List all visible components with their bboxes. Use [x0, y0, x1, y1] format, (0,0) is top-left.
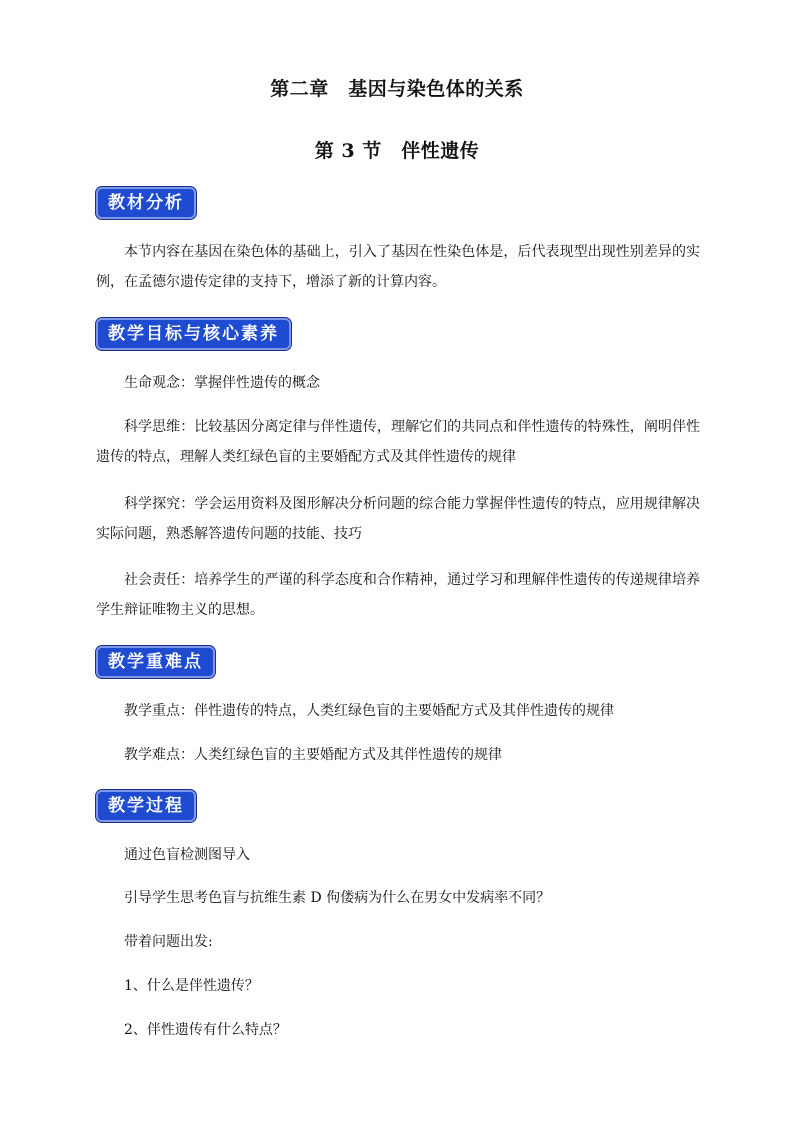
process-item-intro: 通过色盲检测图导入 [124, 847, 250, 863]
process-item-question: 引导学生思考色盲与抗维生素 D 佝偻病为什么在男女中发病率不同？ [124, 890, 551, 906]
goal-item-responsibility: 社会责任：培养学生的严谨的科学态度和合作精神，通过学习和理解伴性遗传的传递规律培养学生辩证唯物主义的思想。 [96, 572, 700, 618]
analysis-paragraph: 本节内容在基因在染色体的基础上，引入了基因在性染色体是，后代表现型出现性别差异的实例，在孟德尔遗传定律的支持下，增添了新的计算内容。 [96, 244, 700, 290]
section-title: 第 3 节 伴性遗传 [314, 140, 480, 162]
heading-process-badge: 教学过程 [96, 790, 196, 822]
heading-analysis-badge: 教材分析 [96, 187, 196, 219]
heading-keypoints-badge: 教学重难点 [96, 646, 215, 678]
chapter-title: 第二章 基因与染色体的关系 [270, 78, 524, 100]
process-item-start: 带着问题出发: [124, 934, 213, 950]
goal-item-life: 生命观念：掌握伴性遗传的概念 [124, 375, 320, 391]
process-item-q2: 2、伴性遗传有什么特点？ [124, 1022, 287, 1038]
heading-goals-badge: 教学目标与核心素养 [96, 318, 291, 350]
goal-item-thinking: 科学思维：比较基因分离定律与伴性遗传，理解它们的共同点和伴性遗传的特殊性，阐明伴性遗传的特点，理解人类红绿色盲的主要婚配方式及其伴性遗传的规律 [96, 419, 700, 465]
process-item-q1: 1、什么是伴性遗传？ [124, 978, 259, 994]
keypoint-difficulty: 教学难点：人类红绿色盲的主要婚配方式及其伴性遗传的规律 [124, 747, 502, 763]
keypoint-focus: 教学重点：伴性遗传的特点，人类红绿色盲的主要婚配方式及其伴性遗传的规律 [124, 703, 614, 719]
goal-item-inquiry: 科学探究：学会运用资料及图形解决分析问题的综合能力掌握伴性遗传的特点，应用规律解决实际问题，熟悉解答遗传问题的技能、技巧 [96, 496, 700, 542]
